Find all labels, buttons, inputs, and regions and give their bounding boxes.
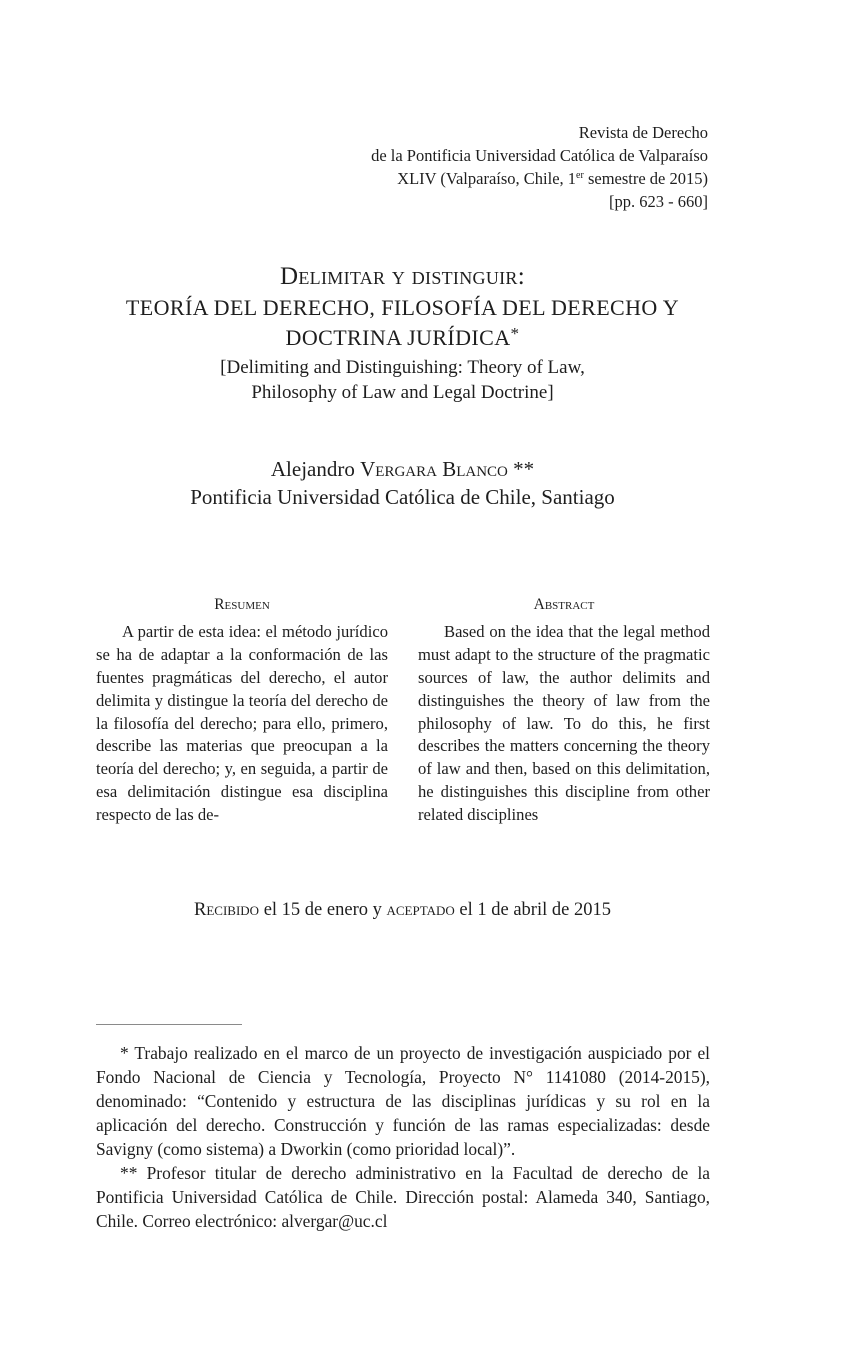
ordinal-suffix: er (576, 170, 584, 181)
abstract-text: Based on the idea that the legal method must adapt to the structure of the pragmatic sources of law, the author delimits and distinguishes the theory of law from the philosophy of law. To do this, he first describes the matters concerning the theory of law and then, based on this delimitation, he distinguishes this discipline from other related disciplines (418, 621, 710, 825)
title-line-2: TEORÍA DEL DERECHO, FILOSOFÍA DEL DERECHO Y (125, 295, 680, 320)
footnote-2: ** Profesor titular de derecho administrativo en la Facultad de derecho de la Pontificia Universidad Católica de Chile. Dirección postal: Alameda 340, Santiago, Chile. Correo electrónico: alvergar@uc.cl (96, 1163, 710, 1231)
footnote-mark: * (510, 324, 520, 343)
author-footnote-mark: ** (513, 457, 535, 481)
journal-name: Revista de Derecho (578, 123, 708, 142)
resumen-text: A partir de esta idea: el método jurídico se ha de adaptar a la conformación de las fuentes pragmáticas del derecho, el autor delimita y distingue la teoría del derecho de la filosofía del derecho; para ello, primero, describe las materias que preocupan a la teoría del derecho; y, en seguida, a partir de esa delimitación distingue esa disciplina respecto de las de- (96, 621, 388, 825)
title-line-3: DOCTRINA JURÍDICA* (285, 324, 520, 350)
author-surname: Vergara Blanco (360, 457, 508, 481)
journal-pages: [pp. 623 - 660] (609, 192, 708, 211)
abstract-column (418, 594, 710, 827)
journal-volume: XLIV (Valparaíso, Chile, 1er semestre de 2015) (397, 169, 708, 188)
footnote-1: * Trabajo realizado en el marco de un proyecto de investigación auspiciado por el Fondo Nacional de Ciencia y Tecnología, Proyecto N° 1141080 (2014-2015), denominado: “Contenido y estructura de las disciplinas jurídicas y su rol en la aplicación del derecho. Construcción y función de las ramas especializadas: desde Savigny (como sistema) a Dworkin (como prioridad local)”. (96, 1043, 710, 1159)
title-line-1: Delimitar y distinguir: (280, 263, 525, 290)
resumen-column (96, 594, 388, 827)
author-block (0, 455, 805, 511)
footnote-divider (96, 1024, 242, 1025)
journal-institution: de la Pontificia Universidad Católica de Valparaíso (371, 146, 708, 165)
author-name: Alejandro Vergara Blanco ** (270, 457, 535, 481)
footnotes (96, 1041, 710, 1233)
resumen-heading: Resumen (214, 596, 270, 613)
english-title: [Delimiting and Distinguishing: Theory of Law, Philosophy of Law and Legal Doctrine] (220, 357, 585, 403)
journal-header (371, 121, 708, 213)
article-title (0, 261, 805, 405)
received-accepted-dates: Recibido el 15 de enero y aceptado el 1 de abril de 2015 (194, 900, 611, 920)
abstract-heading: Abstract (533, 596, 595, 613)
author-affiliation: Pontificia Universidad Católica de Chile, Santiago (190, 485, 615, 509)
